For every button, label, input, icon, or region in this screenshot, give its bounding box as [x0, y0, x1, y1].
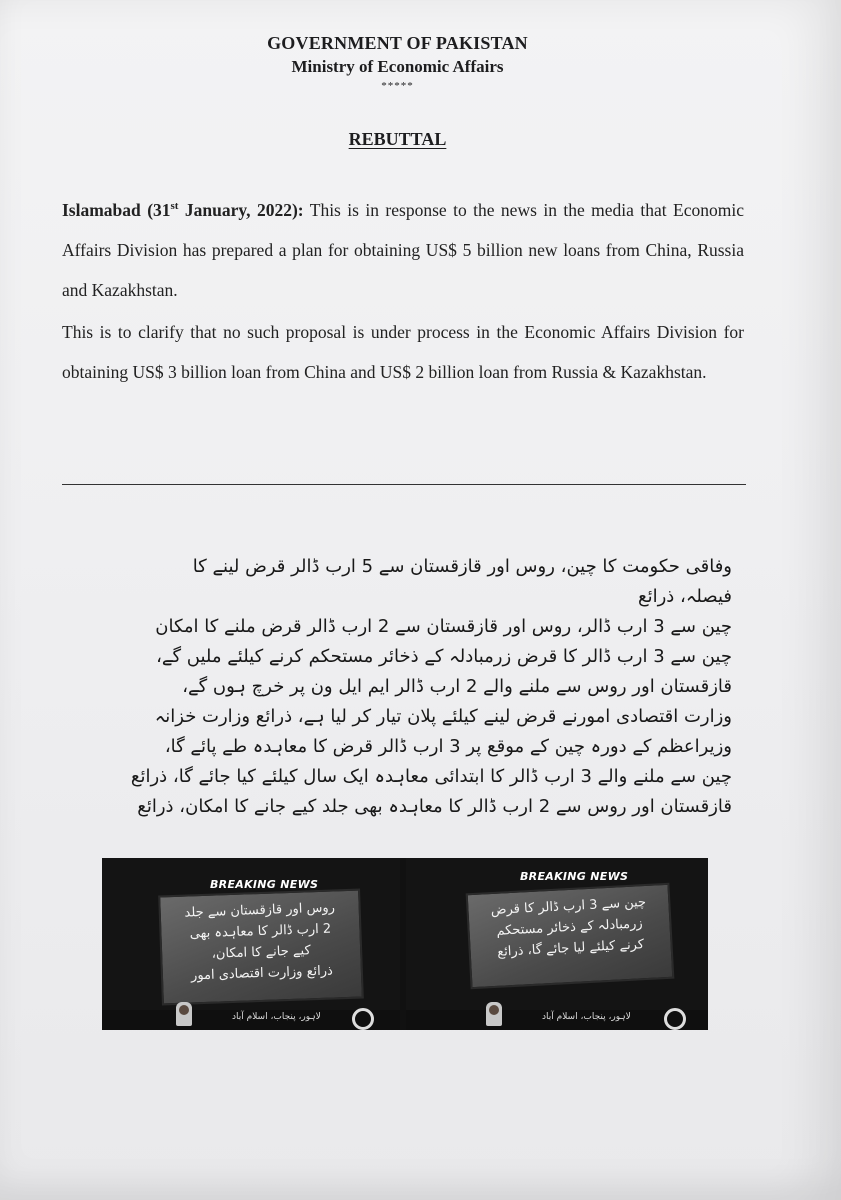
- paragraph-1-body: This is in response to the news in the media that Economic Affairs Division has prepared a plan for obtaining US$ 5 billion new loans from China, Russia and Kazakhstan.: [62, 199, 744, 300]
- breaking-news-board: [158, 889, 364, 1006]
- paragraph-1: [62, 186, 744, 310]
- government-heading: GOVERNMENT OF PAKISTAN: [267, 33, 528, 53]
- dateline: [62, 200, 304, 220]
- news-screenshots: [102, 858, 708, 1030]
- breaking-news-label: BREAKING NEWS: [210, 878, 319, 891]
- ticker-text: لاہور، پنجاب، اسلام آباد: [232, 1012, 321, 1022]
- urdu-line: قازقستان اور روس سے ملنے والے 2 ارب ڈالر ایم ایل ون پر خرچ ہوں گے،: [182, 676, 732, 697]
- anchor-thumbnail: [176, 1002, 192, 1026]
- board-line: کرنے کیلئے لیا جائے گا، ذرائع: [496, 937, 645, 960]
- board-line: کیے جانے کا امکان،: [211, 943, 311, 962]
- board-line: 2 ارب ڈالر کا معاہدہ بھی: [189, 921, 332, 942]
- urdu-line: وفاقی حکومت کا چین، روس اور قازقستان سے 5 ارب ڈالر قرض لینے کا: [192, 556, 732, 577]
- breaking-news-board: [466, 883, 675, 990]
- urdu-news-text: [70, 552, 732, 822]
- urdu-line: چین سے 3 ارب ڈالر کا قرض زرمبادلہ کے ذخائر مستحکم کرنے کیلئے ملیں گے،: [156, 646, 732, 667]
- news-screenshot-right: [406, 858, 708, 1030]
- news-screenshot-left: [102, 858, 400, 1030]
- dateline-ordinal: st: [170, 200, 179, 212]
- channel-logo-icon: [664, 1008, 686, 1030]
- board-line: چین سے 3 ارب ڈالر کا قرض: [490, 894, 647, 919]
- title-text: REBUTTAL: [348, 129, 447, 149]
- breaking-news-label: BREAKING NEWS: [520, 870, 629, 883]
- ticker-text: لاہور، پنجاب، اسلام آباد: [542, 1012, 631, 1022]
- paragraph-2: This is to clarify that no such proposal is under process in the Economic Affairs Division for obtaining US$ 3 billion loan from China and US$ 2 billion loan from Russia & Kazakhstan.: [62, 322, 744, 382]
- ministry-heading: Ministry of Economic Affairs: [291, 57, 504, 76]
- document-title: [0, 129, 795, 150]
- board-line: ذرائع وزارت اقتصادی امور: [190, 963, 334, 984]
- asterisk-divider: *****: [381, 80, 414, 92]
- urdu-line: فیصلہ، ذرائع: [638, 586, 732, 607]
- dateline-end: January, 2022):: [178, 199, 304, 220]
- urdu-line: وزارت اقتصادی امورنے قرض لینے کیلئے پلان تیار کر لیا ہے، ذرائع وزارت خزانہ: [154, 706, 732, 727]
- board-line: زرمبادلہ کے ذخائر مستحکم: [496, 916, 643, 939]
- horizontal-rule: [62, 484, 746, 485]
- channel-logo-icon: [352, 1008, 374, 1030]
- anchor-thumbnail: [486, 1002, 502, 1026]
- urdu-line: قازقستان اور روس سے 2 ارب ڈالر کا معاہدہ بھی جلد کیے جانے کا امکان، ذرائع: [137, 796, 732, 817]
- board-line: روس اور قازقستان سے جلد: [184, 900, 336, 921]
- dateline-start: Islamabad (31: [62, 199, 171, 220]
- urdu-line: چین سے 3 ارب ڈالر، روس اور قازقستان سے 2 ارب ڈالر قرض ملنے کا امکان: [155, 616, 732, 637]
- urdu-line: وزیراعظم کے دورہ چین کے موقع پر 3 ارب ڈالر قرض کا معاہدہ طے پائے گا،: [164, 736, 732, 757]
- urdu-line: چین سے ملنے والے 3 ارب ڈالر کا ابتدائی معاہدہ ایک سال کیلئے کیا جائے گا، ذرائع: [130, 766, 732, 787]
